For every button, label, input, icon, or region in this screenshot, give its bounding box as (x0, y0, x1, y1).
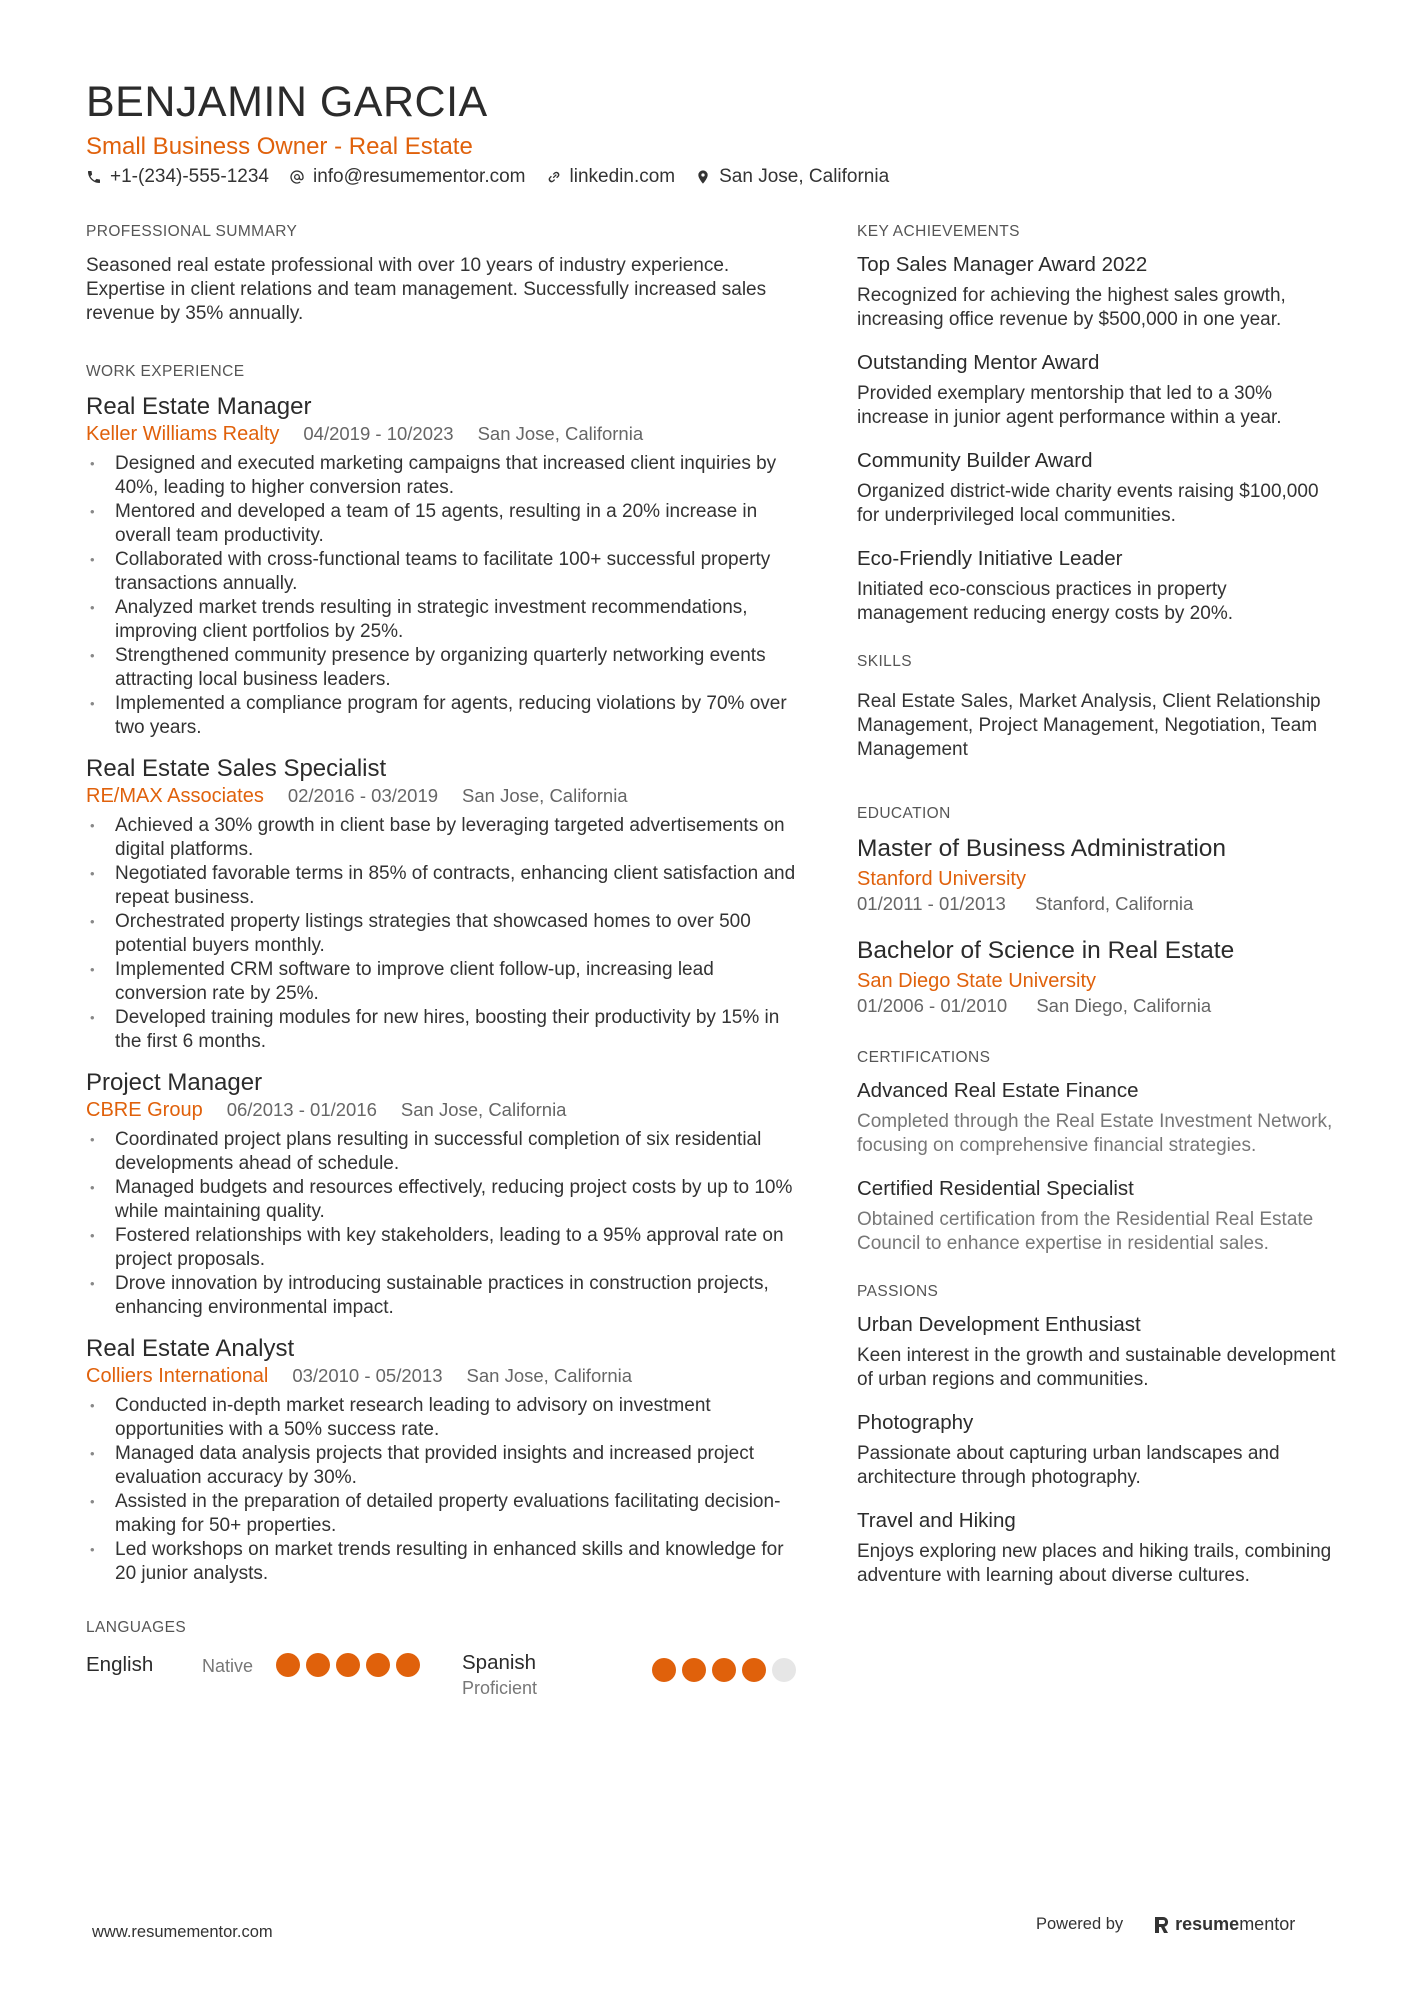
skills-heading: SKILLS (857, 653, 912, 670)
skills-text: Real Estate Sales, Market Analysis, Client Relationship Management, Project Management, Negotiation, Team Management (857, 691, 1321, 760)
passion-item (857, 1312, 1337, 1392)
footer-website[interactable]: www.resumementor.com (92, 1923, 273, 1941)
left-column (86, 222, 798, 1712)
certifications-heading: CERTIFICATIONS (857, 1049, 991, 1066)
certification-text: Completed through the Real Estate Investment Network, focusing on comprehensive financial strategies. (857, 1111, 1333, 1156)
job-dates: 06/2013 - 01/2016 (226, 1099, 377, 1120)
achievement-title: Top Sales Manager Award 2022 (857, 253, 1148, 276)
job-bullets (86, 1128, 798, 1320)
right-column (857, 222, 1337, 1606)
job-entry (86, 392, 798, 740)
passion-item (857, 1410, 1337, 1490)
contact-email[interactable] (289, 165, 526, 189)
job-bullet: • Developed training modules for new hires, boosting their productivity by 15% in the first 6 months. (86, 1006, 798, 1054)
certification-text: Obtained certification from the Residential Real Estate Council to enhance expertise in residential sales. (857, 1209, 1314, 1254)
job-bullet: • Implemented CRM software to improve client follow-up, increasing lead conversion rate by 25%. (86, 958, 798, 1006)
job-meta (86, 784, 798, 808)
job-bullet: • Negotiated favorable terms in 85% of contracts, enhancing client satisfaction and repeat business. (86, 862, 798, 910)
rating-dot-filled (306, 1653, 330, 1677)
job-bullets (86, 452, 798, 740)
education-dates: 01/2011 - 01/2013 (857, 893, 1006, 914)
job-bullets (86, 814, 798, 1054)
achievements-section (857, 222, 1337, 626)
contact-bar (86, 165, 909, 189)
education-heading: EDUCATION (857, 805, 951, 822)
location-icon (695, 169, 711, 185)
job-bullet: • Analyzed market trends resulting in strategic investment recommendations, improving client portfolios by 25%. (86, 596, 798, 644)
education-school: Stanford University (857, 868, 1026, 890)
job-meta (86, 1098, 798, 1122)
at-icon (289, 169, 305, 185)
achievement-title: Outstanding Mentor Award (857, 351, 1100, 374)
education-location: Stanford, California (1034, 893, 1194, 914)
job-entry (86, 1334, 798, 1586)
education-location: San Diego, California (1036, 995, 1212, 1016)
job-company: Keller Williams Realty (86, 423, 280, 445)
rating-dot-filled (396, 1653, 420, 1677)
job-dates: 02/2016 - 03/2019 (287, 785, 439, 806)
resumementor-logo-icon (1153, 1916, 1169, 1934)
passion-item (857, 1508, 1337, 1588)
job-bullet: • Fostered relationships with key stakeholders, leading to a 95% approval rate on project proposals. (86, 1224, 798, 1272)
brand-logo[interactable] (1153, 1914, 1295, 1935)
education-degree: Bachelor of Science in Real Estate (857, 937, 1235, 964)
job-title: Real Estate Sales Specialist (86, 755, 387, 782)
language-name: Spanish (462, 1651, 537, 1674)
contact-location-text: San Jose, California (719, 166, 890, 187)
brand-name-light: mentor (1239, 1914, 1296, 1934)
rating-dot-filled (652, 1658, 676, 1682)
contact-phone (86, 165, 269, 189)
achievement-title: Community Builder Award (857, 449, 1093, 472)
job-bullet: • Mentored and developed a team of 15 agents, resulting in a 20% increase in overall team productivity. (86, 500, 798, 548)
powered-by-label: Powered by (1036, 1915, 1124, 1933)
languages-section (86, 1618, 798, 1712)
achievement-item (857, 252, 1337, 332)
achievement-text: Provided exemplary mentorship that led to a 30% increase in junior agent performance within a year. (857, 383, 1282, 428)
phone-icon (86, 169, 102, 185)
contact-linkedin-text: linkedin.com (569, 166, 676, 187)
education-school: San Diego State University (857, 970, 1097, 992)
job-location: San Jose, California (462, 785, 628, 806)
summary-text: Seasoned real estate professional with over 10 years of industry experience. Expertise in client relations and team management. Successfully increased sales revenue by 35% annually. (86, 255, 767, 324)
language-level: Native (202, 1656, 254, 1676)
job-bullet: • Managed data analysis projects that provided insights and increased project evaluation accuracy by 30%. (86, 1442, 798, 1490)
education-section (857, 804, 1337, 1018)
achievement-title: Eco-Friendly Initiative Leader (857, 547, 1123, 570)
contact-phone-text: +1-(234)-555-1234 (110, 166, 269, 187)
job-dates: 03/2010 - 05/2013 (292, 1365, 443, 1386)
certification-item (857, 1176, 1337, 1256)
candidate-name: BENJAMIN GARCIA (86, 78, 488, 126)
rating-dot-filled (336, 1653, 360, 1677)
achievement-text: Organized district-wide charity events raising $100,000 for underprivileged local communities. (857, 481, 1319, 526)
job-title: Real Estate Manager (86, 393, 312, 420)
passion-text: Passionate about capturing urban landscapes and architecture through photography. (857, 1443, 1280, 1488)
language-rating (276, 1653, 426, 1677)
job-entry (86, 754, 798, 1054)
achievement-item (857, 546, 1337, 626)
job-meta (86, 422, 798, 446)
rating-dot-filled (682, 1658, 706, 1682)
rating-dot-filled (742, 1658, 766, 1682)
languages-row (86, 1652, 798, 1712)
achievement-text: Recognized for achieving the highest sales growth, increasing office revenue by $500,000 in one year. (857, 285, 1286, 330)
education-degree: Master of Business Administration (857, 835, 1227, 862)
passions-section (857, 1282, 1337, 1588)
rating-dot-filled (366, 1653, 390, 1677)
certifications-section (857, 1048, 1337, 1256)
job-entry (86, 1068, 798, 1320)
language-name: English (86, 1653, 154, 1676)
job-bullet: • Implemented a compliance program for agents, reducing violations by 70% over two years. (86, 692, 798, 740)
education-item (857, 834, 1337, 916)
passions-heading: PASSIONS (857, 1283, 939, 1300)
job-bullet: • Collaborated with cross-functional teams to facilitate 100+ successful property transactions annually. (86, 548, 798, 596)
rating-dot-empty (772, 1658, 796, 1682)
job-bullets (86, 1394, 798, 1586)
contact-linkedin[interactable] (546, 165, 676, 189)
job-title: Project Manager (86, 1069, 263, 1096)
job-location: San Jose, California (466, 1365, 633, 1386)
language-level: Proficient (462, 1678, 538, 1698)
achievement-item (857, 448, 1337, 528)
rating-dot-filled (712, 1658, 736, 1682)
certification-item (857, 1078, 1337, 1158)
summary-section (86, 222, 798, 326)
passion-title: Travel and Hiking (857, 1509, 1016, 1532)
language-rating (652, 1658, 802, 1682)
passion-title: Urban Development Enthusiast (857, 1313, 1141, 1336)
job-title: Real Estate Analyst (86, 1335, 295, 1362)
job-bullet: • Drove innovation by introducing sustainable practices in construction projects, enhancing environmental impact. (86, 1272, 798, 1320)
languages-heading: LANGUAGES (86, 1619, 187, 1636)
job-bullet: • Assisted in the preparation of detailed property evaluations facilitating decision-making for 50+ properties. (86, 1490, 798, 1538)
achievement-text: Initiated eco-conscious practices in property management reducing energy costs by 20%. (857, 579, 1233, 624)
skills-section (857, 652, 1337, 762)
achievements-heading: KEY ACHIEVEMENTS (857, 223, 1020, 240)
job-company: CBRE Group (86, 1099, 203, 1121)
rating-dot-filled (276, 1653, 300, 1677)
contact-email-text: info@resumementor.com (312, 166, 526, 187)
certification-title: Certified Residential Specialist (857, 1177, 1134, 1200)
job-bullet: • Conducted in-depth market research leading to advisory on investment opportunities with a 50% success rate. (86, 1394, 798, 1442)
certification-title: Advanced Real Estate Finance (857, 1079, 1139, 1102)
job-meta (86, 1364, 798, 1388)
job-bullet: • Orchestrated property listings strategies that showcased homes to over 500 potential buyers monthly. (86, 910, 798, 958)
education-meta (857, 892, 1337, 916)
summary-heading: PROFESSIONAL SUMMARY (86, 223, 298, 240)
passion-text: Keen interest in the growth and sustainable development of urban regions and communities. (857, 1345, 1336, 1390)
job-company: Colliers International (86, 1365, 269, 1387)
job-location: San Jose, California (477, 423, 644, 444)
contact-location (695, 165, 889, 189)
job-bullet: • Managed budgets and resources effectively, reducing project costs by up to 10% while maintaining quality. (86, 1176, 798, 1224)
passion-text: Enjoys exploring new places and hiking trails, combining adventure with learning about diverse cultures. (857, 1541, 1332, 1586)
passion-title: Photography (857, 1411, 974, 1434)
link-icon (546, 169, 562, 185)
job-bullet: • Achieved a 30% growth in client base by leveraging targeted advertisements on digital platforms. (86, 814, 798, 862)
experience-heading: WORK EXPERIENCE (86, 363, 245, 380)
brand-name-bold: resume (1175, 1914, 1240, 1934)
job-bullet: • Designed and executed marketing campaigns that increased client inquiries by 40%, leading to higher conversion rates. (86, 452, 798, 500)
job-company: RE/MAX Associates (86, 785, 264, 807)
experience-section (86, 362, 798, 1586)
job-bullet: • Coordinated project plans resulting in successful completion of six residential developments ahead of schedule. (86, 1128, 798, 1176)
education-meta (857, 994, 1337, 1018)
education-item (857, 936, 1337, 1018)
job-dates: 04/2019 - 10/2023 (303, 423, 454, 444)
job-bullet: • Led workshops on market trends resulting in enhanced skills and knowledge for 20 junior analysts. (86, 1538, 798, 1586)
education-dates: 01/2006 - 01/2010 (857, 995, 1008, 1016)
job-bullet: • Strengthened community presence by organizing quarterly networking events attracting local business leaders. (86, 644, 798, 692)
job-location: San Jose, California (400, 1099, 567, 1120)
footer-powered (1036, 1914, 1295, 1935)
achievement-item (857, 350, 1337, 430)
candidate-title: Small Business Owner - Real Estate (86, 133, 473, 160)
